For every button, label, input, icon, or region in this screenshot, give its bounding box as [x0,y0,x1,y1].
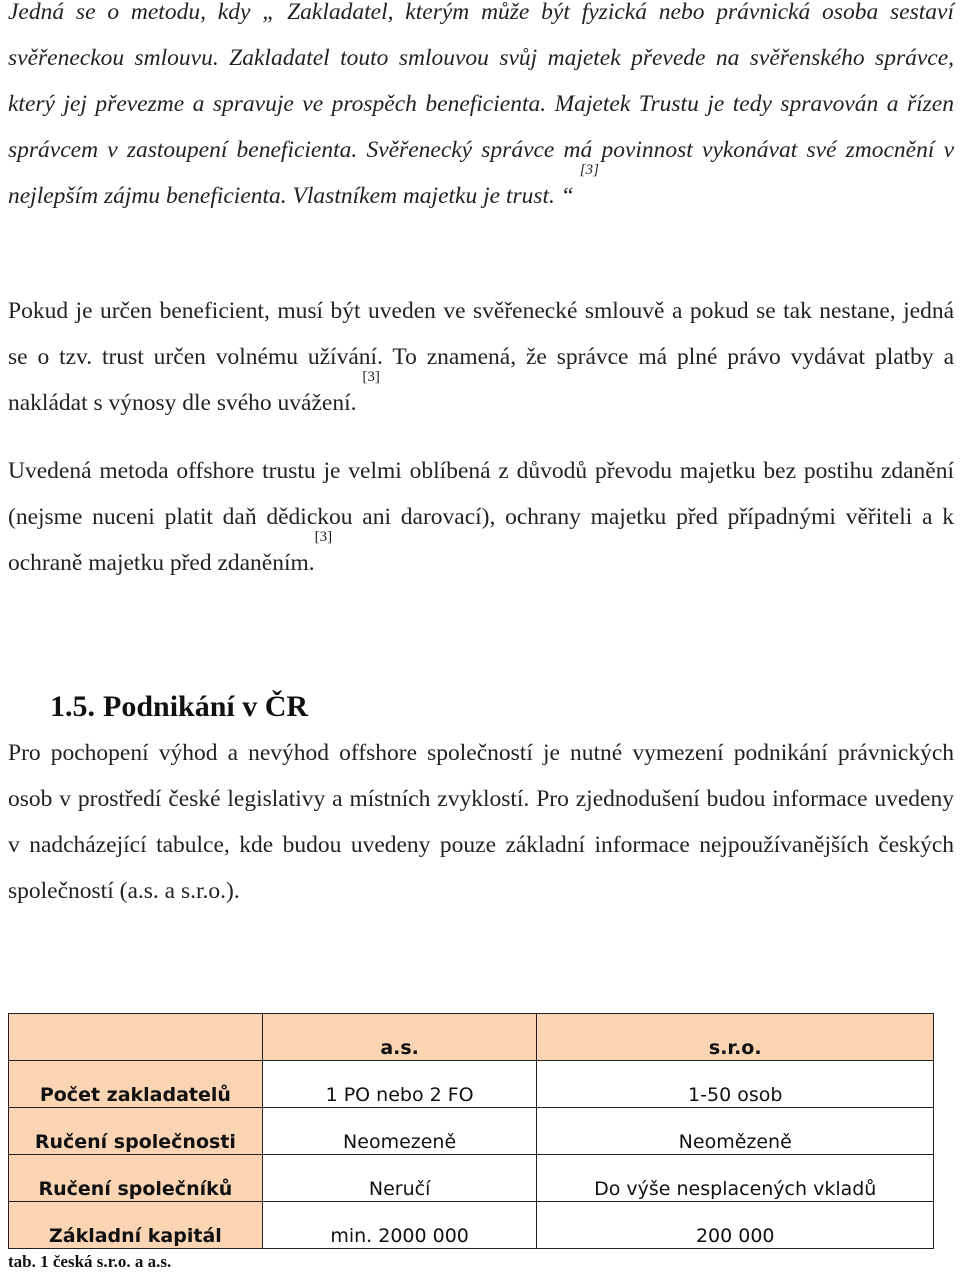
table-row [9,1202,934,1249]
company-comparison-table [8,1013,934,1249]
table-cell: 1-50 osob [537,1061,934,1108]
trust-definition-paragraph [8,0,954,219]
table-cell: Neomězeně [537,1108,934,1155]
table-row [9,1155,934,1202]
table-cell: min. 2000 000 [262,1202,537,1249]
table-cell: Neomezeně [262,1108,537,1155]
table-header-cell: s.r.o. [537,1014,934,1061]
citation-reference: [3] [314,529,333,545]
row-label: Ručení společníků [9,1155,263,1202]
citation-reference: [3] [579,162,599,178]
section-heading [50,682,308,732]
table-cell: 200 000 [537,1202,934,1249]
row-label: Ručení společnosti [9,1108,263,1155]
offshore-trust-paragraph [8,448,954,586]
table-cell: Do výše nesplacených vkladů [537,1155,934,1202]
citation-reference: [3] [362,369,380,385]
table-header-cell [9,1014,263,1061]
paragraph-text: Pokud je určen beneficient, musí být uveden ve svěřenecké smlouvě a pokud se tak nestane, jedná se o tzv. trust určen volnému užívání. To znamená, že správce má plné právo vydávat platby a nakládat s výnosy dle svého uvážení. [8,298,954,416]
row-label: Počet zakladatelů [9,1061,263,1108]
business-intro-paragraph [8,730,954,914]
section-title: Podnikání v ČR [103,690,309,723]
table-header-row [9,1014,934,1061]
paragraph-text: Jedná se o metodu, kdy „ Zakladatel, kterým může být fyzická nebo právnická osoba sestaví svěřeneckou smlouvu. Zakladatel touto smlouvou svůj majetek převede na svěřenského správce, který jej převezme a spravuje ve prospěch beneficienta. Majetek Trustu je tedy spravován a řízen správcem v zastoupení beneficienta. Svěřenecký správce má povinnost vykonávat své zmocnění v nejlepším zájmu beneficienta. Vlastníkem majetku je trust. “ [8,0,954,209]
beneficiary-paragraph [8,288,954,426]
table-row [9,1061,934,1108]
paragraph-text: Uvedená metoda offshore trustu je velmi oblíbená z důvodů převodu majetku bez postihu zdanění (nejsme nuceni platit daň dědickou ani darovací), ochrany majetku před případnými věřiteli a k ochraně majetku před zdaněním. [8,458,954,576]
paragraph-text: Pro pochopení výhod a nevýhod offshore společností je nutné vymezení podnikání právnických osob v prostředí české legislativy a místních zvyklostí. Pro zjednodušení budou informace uvedeny v nadcházející tabulce, kde budou uvedeny pouze základní informace nejpoužívanějších českých společností (a.s. a s.r.o.). [8,740,954,904]
table-cell: Neručí [262,1155,537,1202]
table-cell: 1 PO nebo 2 FO [262,1061,537,1108]
table-row [9,1108,934,1155]
table-header-cell: a.s. [262,1014,537,1061]
table-caption: tab. 1 česká s.r.o. a a.s. [8,1252,172,1271]
section-number: 1.5. [50,690,95,723]
row-label: Základní kapitál [9,1202,263,1249]
